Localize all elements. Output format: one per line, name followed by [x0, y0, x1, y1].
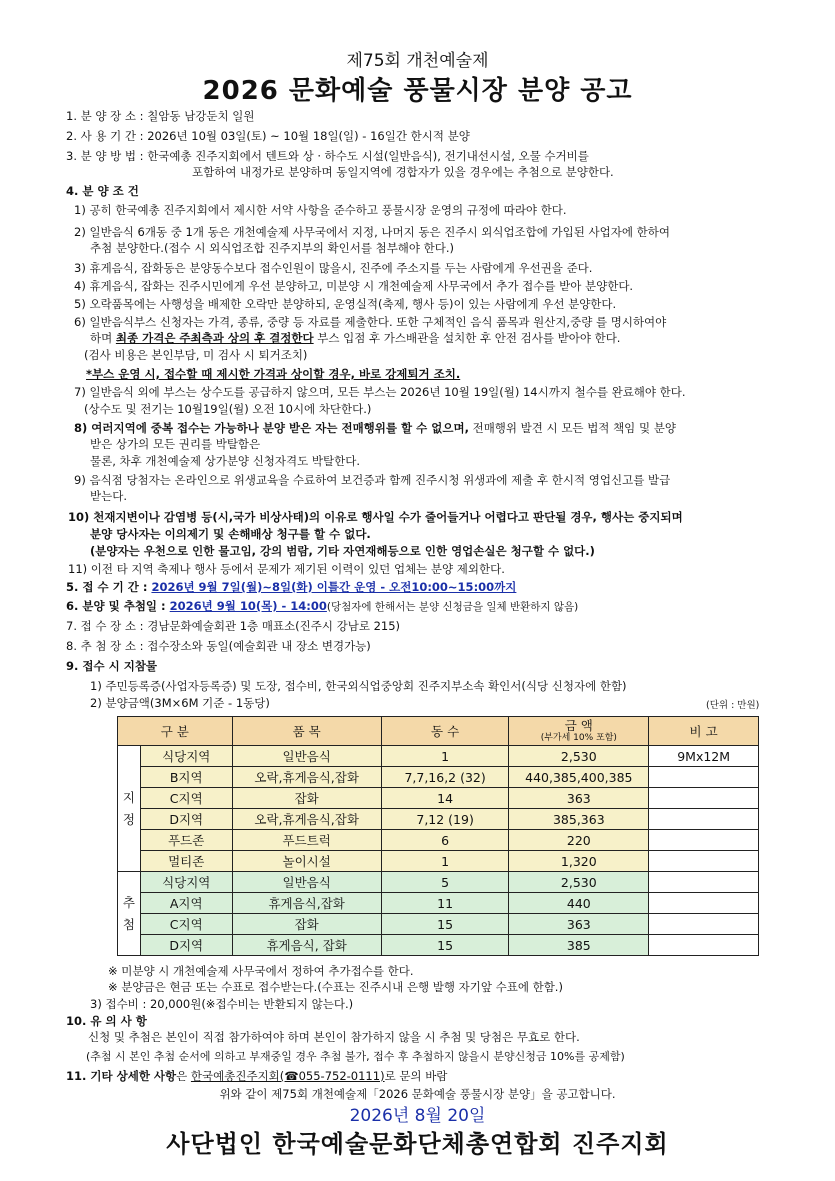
section-location: 1. 분 양 장 소 : 칠암동 남강둔치 일원: [66, 109, 255, 123]
condition-10a: 10) 천재지변이나 감염병 등(시,국가 비상사태)의 이유로 행사일 수가 줄어들거나 어렵다고 판단될 경우, 행사는 중지되며: [68, 510, 683, 524]
note-cell: [649, 872, 759, 893]
condition-1: 1) 공히 한국예총 진주지회에서 제시한 서약 사항을 준수하고 풍물시장 운영의 규정에 따라야 한다.: [74, 203, 567, 217]
group-label: 추 첨: [118, 872, 141, 956]
table-row: [118, 872, 759, 893]
section-period: 2. 사 용 기 간 : 2026년 10월 03일(토) ~ 10월 18일(일) - 16일간 한시적 분양: [66, 129, 470, 143]
item-cell: 휴게음식,잡화: [232, 893, 381, 914]
item-cell: 휴게음식, 잡화: [232, 935, 381, 956]
allocation-table: [117, 716, 759, 956]
note-cell: [649, 809, 759, 830]
section-contact: 11. 기타 상세한 사항은 한국예총진주지회(☎055-752-0111)로 문의 바람: [66, 1069, 448, 1083]
section-method-line2: 포함하여 내정가로 분양하며 동일지역에 경합자가 있을 경우에는 추첨으로 분양한다.: [192, 165, 614, 179]
count-cell: 7,12 (19): [381, 809, 509, 830]
condition-5: 5) 오락품목에는 사행성을 배제한 오락만 분양하되, 운영실적(축제, 행사 등)이 있는 사람에게 우선 분양한다.: [74, 297, 617, 311]
count-cell: 6: [381, 830, 509, 851]
header-count: 동 수: [381, 717, 509, 746]
zone-cell: D지역: [140, 935, 232, 956]
header-note: 비 고: [649, 717, 759, 746]
section-method-line1: 3. 분 양 방 법 : 한국예총 진주지회에서 텐트와 상 · 하수도 시설(일반음식), 전기내선시설, 오물 수거비를: [66, 149, 589, 163]
item-cell: 일반음식: [232, 872, 381, 893]
caution-line-2: (추첨 시 본인 추첨 순서에 의하고 부재중일 경우 추첨 불가, 접수 후 추첨하지 않을시 분양신청금 10%를 공제함): [86, 1050, 625, 1063]
closing-statement: 위와 같이 제75회 개천예술제「2026 문화예술 풍물시장 분양」을 공고합니다.: [219, 1087, 616, 1101]
final-price-emphasis: 최종 가격은 주최측과 상의 후 결정한다: [115, 331, 314, 345]
table-row: [118, 746, 759, 767]
condition-7a: 7) 일반음식 외에 부스는 상수도를 공급하지 않으며, 모든 부스는 2026년 10월 19일(월) 14시까지 철수를 완료해야 한다.: [74, 385, 686, 399]
required-item-1: 1) 주민등록증(사업자등록증) 및 도장, 접수비, 한국외식업중앙회 진주지부소속 확인서(식당 신청자에 한함): [90, 679, 627, 693]
note-cell: [649, 851, 759, 872]
item-cell: 오락,휴게음식,잡화: [232, 767, 381, 788]
zone-cell: 푸드존: [140, 830, 232, 851]
count-cell: 14: [381, 788, 509, 809]
count-cell: 15: [381, 935, 509, 956]
condition-2b: 추첨 분양한다.(접수 시 외식업조합 진주지부의 확인서를 첨부해야 한다.): [90, 241, 455, 255]
note-cell: [649, 830, 759, 851]
count-cell: 5: [381, 872, 509, 893]
item-cell: 일반음식: [232, 746, 381, 767]
count-cell: 1: [381, 746, 509, 767]
count-cell: 1: [381, 851, 509, 872]
table-row: [118, 767, 759, 788]
note-cell: 9Mx12M: [649, 746, 759, 767]
note-cell: [649, 893, 759, 914]
header-item: 품 목: [232, 717, 381, 746]
item-cell: 푸드트럭: [232, 830, 381, 851]
section-conditions-title: 4. 분 양 조 건: [66, 184, 139, 198]
condition-6c: (검사 비용은 본인부담, 미 검사 시 퇴거조치): [84, 348, 308, 362]
zone-cell: C지역: [140, 914, 232, 935]
amount-cell: 440: [509, 893, 649, 914]
count-cell: 11: [381, 893, 509, 914]
condition-6-warning: *부스 운영 시, 접수할 때 제시한 가격과 상이할 경우, 바로 강제퇴거 조치.: [86, 367, 461, 381]
count-cell: 7,7,16,2 (32): [381, 767, 509, 788]
condition-8a: 8) 여러지역에 중복 접수는 가능하나 분양 받은 자는 전매행위를 할 수 없으며, 전매행위 발견 시 모든 법적 책임 및 분양: [74, 421, 676, 435]
zone-cell: 식당지역: [140, 746, 232, 767]
note-cell: [649, 767, 759, 788]
condition-4: 4) 휴게음식, 잡화는 진주시민에게 우선 분양하고, 미분양 시 개천예술제 사무국에서 추가 접수를 받아 분양한다.: [74, 279, 634, 293]
item-cell: 잡화: [232, 914, 381, 935]
section-reception-place: 7. 접 수 장 소 : 경남문화예술회관 1층 매표소(진주시 강남로 215): [66, 619, 401, 633]
note-unsold: ※ 미분양 시 개천예술제 사무국에서 정하여 추가접수를 한다.: [108, 964, 414, 978]
count-cell: 15: [381, 914, 509, 935]
table-row: [118, 851, 759, 872]
amount-cell: 363: [509, 788, 649, 809]
group-label: 지 정: [118, 746, 141, 872]
table-header-row: [118, 717, 759, 746]
amount-cell: 440,385,400,385: [509, 767, 649, 788]
item-cell: 오락,휴게음식,잡화: [232, 809, 381, 830]
notice-date: 2026년 8월 20일: [349, 1106, 486, 1126]
amount-cell: 2,530: [509, 746, 649, 767]
condition-2a: 2) 일반음식 6개동 중 1개 동은 개천예술제 사무국에서 지정, 나머지 동은 진주시 외식업조합에 가입된 사업자에 한하여: [74, 225, 670, 239]
amount-cell: 385: [509, 935, 649, 956]
reception-period-value: 2026년 9월 7일(월)~8일(화) 이틀간 운영 - 오전10:00~15:00까지: [151, 580, 517, 594]
caution-line-1: 신청 및 추첨은 본인이 직접 참가하여야 하며 본인이 참가하지 않을 시 추첨 및 당첨은 무효로 한다.: [88, 1030, 580, 1044]
notice-title: 2026 문화예술 풍물시장 분양 공고: [202, 76, 633, 106]
contact-info: 한국예총진주지회(☎055-752-0111): [190, 1069, 385, 1083]
amount-cell: 363: [509, 914, 649, 935]
zone-cell: D지역: [140, 809, 232, 830]
lottery-date-value: 2026년 9월 10(목) - 14:00: [169, 599, 327, 613]
condition-8b: 받은 상가의 모든 권리를 박탈함은: [90, 437, 261, 451]
condition-7b: (상수도 및 전기는 10월19일(월) 오전 10시에 차단한다.): [84, 402, 372, 416]
condition-6a: 6) 일반음식부스 신청자는 가격, 종류, 중량 등 자료를 제출한다. 또한 구체적인 음식 품목과 원산지,중량 를 명시하여야: [74, 315, 667, 329]
unit-label: (단위 : 만원): [706, 700, 760, 711]
zone-cell: 멀티존: [140, 851, 232, 872]
condition-10c: (분양자는 우천으로 인한 물고임, 강의 범람, 기타 자연재해등으로 인한 영업손실은 청구할 수 없다.): [90, 544, 595, 558]
amount-cell: 220: [509, 830, 649, 851]
section-reception-period: 5. 접 수 기 간 : 2026년 9월 7일(월)~8일(화) 이틀간 운영 - 오전10:00~15:00까지: [66, 580, 517, 594]
required-item-2: 2) 분양금액(3M×6M 기준 - 1동당): [90, 696, 270, 710]
note-cell: [649, 935, 759, 956]
festival-subtitle: 제75회 개천예술제: [346, 51, 489, 71]
item-cell: 잡화: [232, 788, 381, 809]
zone-cell: B지역: [140, 767, 232, 788]
note-cell: [649, 788, 759, 809]
condition-11: 11) 이전 타 지역 축제나 행사 등에서 문제가 제기된 이력이 있던 업체는 분양 제외한다.: [68, 562, 505, 576]
table-row: [118, 830, 759, 851]
amount-cell: 1,320: [509, 851, 649, 872]
condition-3: 3) 휴게음식, 잡화동은 분양동수보다 접수인원이 많을시, 진주에 주소지를 두는 사람에게 우선권을 준다.: [74, 261, 593, 275]
amount-cell: 2,530: [509, 872, 649, 893]
note-payment: ※ 분양금은 현금 또는 수표로 접수받는다.(수표는 진주시내 은행 발행 자기앞 수표에 한함.): [108, 980, 563, 994]
header-category: 구 분: [118, 717, 233, 746]
condition-10b: 분양 당사자는 이의제기 및 손해배상 청구를 할 수 없다.: [90, 527, 371, 541]
table-row: [118, 893, 759, 914]
table-row: [118, 788, 759, 809]
condition-8c: 물론, 차후 개천예술제 상가분양 신청자격도 박탈한다.: [90, 454, 360, 468]
organization-name: 사단법인 한국예술문화단체총연합회 진주지회: [166, 1130, 669, 1158]
section-lottery-date: 6. 분양 및 추첨일 : 2026년 9월 10(목) - 14:00(당첨자에 한해서는 분양 신청금을 일체 반환하지 않음): [66, 599, 579, 613]
table-row: [118, 935, 759, 956]
zone-cell: 식당지역: [140, 872, 232, 893]
section-cautions-title: 10. 유 의 사 항: [66, 1014, 147, 1028]
zone-cell: C지역: [140, 788, 232, 809]
zone-cell: A지역: [140, 893, 232, 914]
item-cell: 놀이시설: [232, 851, 381, 872]
section-lottery-place: 8. 추 첨 장 소 : 접수장소와 동일(예술회관 내 장소 변경가능): [66, 639, 371, 653]
note-reception-fee: 3) 접수비 : 20,000원(※접수비는 반환되지 않는다.): [90, 997, 354, 1011]
header-amount: 금 액 (부가세 10% 포함): [509, 717, 649, 746]
note-cell: [649, 914, 759, 935]
section-required-items-title: 9. 접수 시 지참물: [66, 659, 158, 673]
condition-6b: 하며 최종 가격은 주최측과 상의 후 결정한다 부스 입점 후 가스배관을 설치한 후 안전 검사를 받아야 한다.: [90, 331, 621, 345]
table-row: [118, 914, 759, 935]
condition-9a: 9) 음식점 당첨자는 온라인으로 위생교육을 수료하여 보건증과 함께 진주시청 위생과에 제출 후 한시적 영업신고를 발급: [74, 473, 671, 487]
amount-cell: 385,363: [509, 809, 649, 830]
condition-9b: 받는다.: [90, 489, 127, 503]
table-row: [118, 809, 759, 830]
